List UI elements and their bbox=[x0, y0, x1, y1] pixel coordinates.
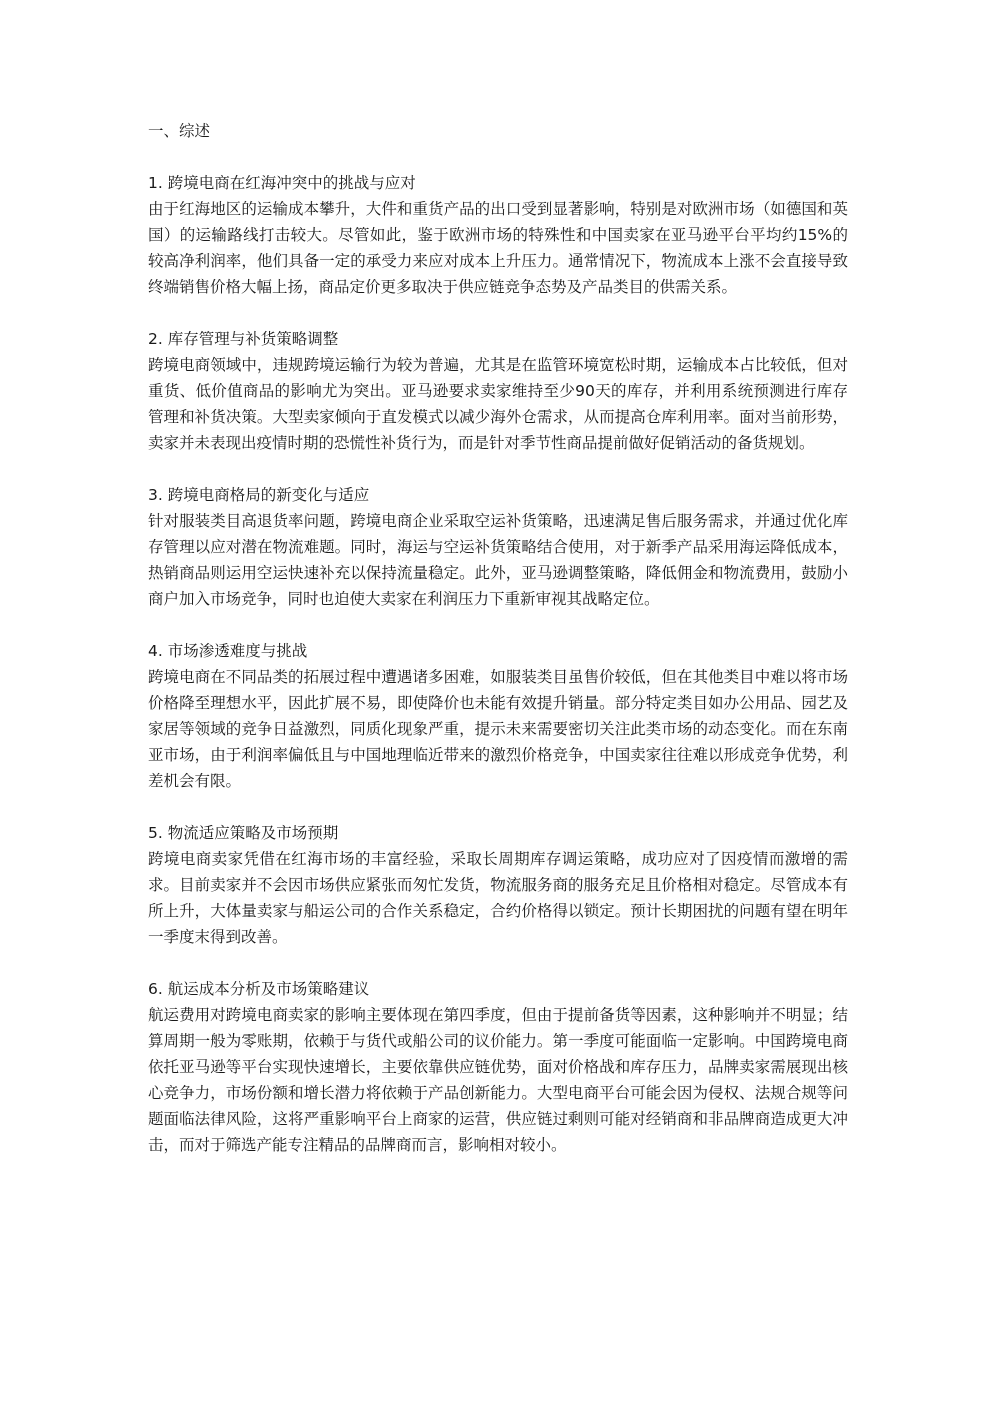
section-1 bbox=[148, 170, 848, 300]
section-title: 1. 跨境电商在红海冲突中的挑战与应对 bbox=[148, 174, 416, 192]
section-title: 5. 物流适应策略及市场预期 bbox=[148, 824, 339, 842]
section-body: 跨境电商在不同品类的拓展过程中遭遇诸多困难，如服装类目虽售价较低，但在其他类目中难以将市场价格降至理想水平，因此扩展不易，即使降价也未能有效提升销量。部分特定类目如办公用品、园艺及家居等领域的竞争日益激烈，同质化现象严重，提示未来需要密切关注此类市场的动态变化。而在东南亚市场，由于利润率偏低且与中国地理临近带来的激烈价格竞争，中国卖家往往难以形成竞争优势，利差机会有限。 bbox=[148, 668, 848, 790]
section-6 bbox=[148, 976, 848, 1158]
document-page bbox=[148, 118, 848, 1184]
section-5 bbox=[148, 820, 848, 950]
section-4 bbox=[148, 638, 848, 794]
section-body: 跨境电商领域中，违规跨境运输行为较为普遍，尤其是在监管环境宽松时期，运输成本占比较低，但对重货、低价值商品的影响尤为突出。亚马逊要求卖家维持至少90天的库存，并利用系统预测进行库存管理和补货决策。大型卖家倾向于直发模式以减少海外仓需求，从而提高仓库利用率。面对当前形势，卖家并未表现出疫情时期的恐慌性补货行为，而是针对季节性商品提前做好促销活动的备货规划。 bbox=[148, 356, 848, 452]
section-body: 由于红海地区的运输成本攀升，大件和重货产品的出口受到显著影响，特别是对欧洲市场（如德国和英国）的运输路线打击较大。尽管如此，鉴于欧洲市场的特殊性和中国卖家在亚马逊平台平均约15%的较高净利润率，他们具备一定的承受力来应对成本上升压力。通常情况下，物流成本上涨不会直接导致终端销售价格大幅上扬，商品定价更多取决于供应链竞争态势及产品类目的供需关系。 bbox=[148, 200, 848, 296]
section-title: 2. 库存管理与补货策略调整 bbox=[148, 330, 339, 348]
section-2 bbox=[148, 326, 848, 456]
section-3 bbox=[148, 482, 848, 612]
section-title: 6. 航运成本分析及市场策略建议 bbox=[148, 980, 370, 998]
page-heading: 一、综述 bbox=[148, 122, 211, 140]
section-title: 4. 市场渗透难度与挑战 bbox=[148, 642, 308, 660]
section-body: 针对服装类目高退货率问题，跨境电商企业采取空运补货策略，迅速满足售后服务需求，并通过优化库存管理以应对潜在物流难题。同时，海运与空运补货策略结合使用，对于新季产品采用海运降低成本，热销商品则运用空运快速补充以保持流量稳定。此外，亚马逊调整策略，降低佣金和物流费用，鼓励小商户加入市场竞争，同时也迫使大卖家在利润压力下重新审视其战略定位。 bbox=[148, 512, 848, 608]
section-body: 跨境电商卖家凭借在红海市场的丰富经验，采取长周期库存调运策略，成功应对了因疫情而激增的需求。目前卖家并不会因市场供应紧张而匆忙发货，物流服务商的服务充足且价格相对稳定。尽管成本有所上升，大体量卖家与船运公司的合作关系稳定，合约价格得以锁定。预计长期困扰的问题有望在明年一季度末得到改善。 bbox=[148, 850, 848, 946]
section-title: 3. 跨境电商格局的新变化与适应 bbox=[148, 486, 370, 504]
section-body: 航运费用对跨境电商卖家的影响主要体现在第四季度，但由于提前备货等因素，这种影响并不明显；结算周期一般为零账期，依赖于与货代或船公司的议价能力。第一季度可能面临一定影响。中国跨境电商依托亚马逊等平台实现快速增长，主要依靠供应链优势，面对价格战和库存压力，品牌卖家需展现出核心竞争力，市场份额和增长潜力将依赖于产品创新能力。大型电商平台可能会因为侵权、法规合规等问题面临法律风险，这将严重影响平台上商家的运营，供应链过剩则可能对经销商和非品牌商造成更大冲击，而对于筛选产能专注精品的品牌商而言，影响相对较小。 bbox=[148, 1006, 848, 1154]
